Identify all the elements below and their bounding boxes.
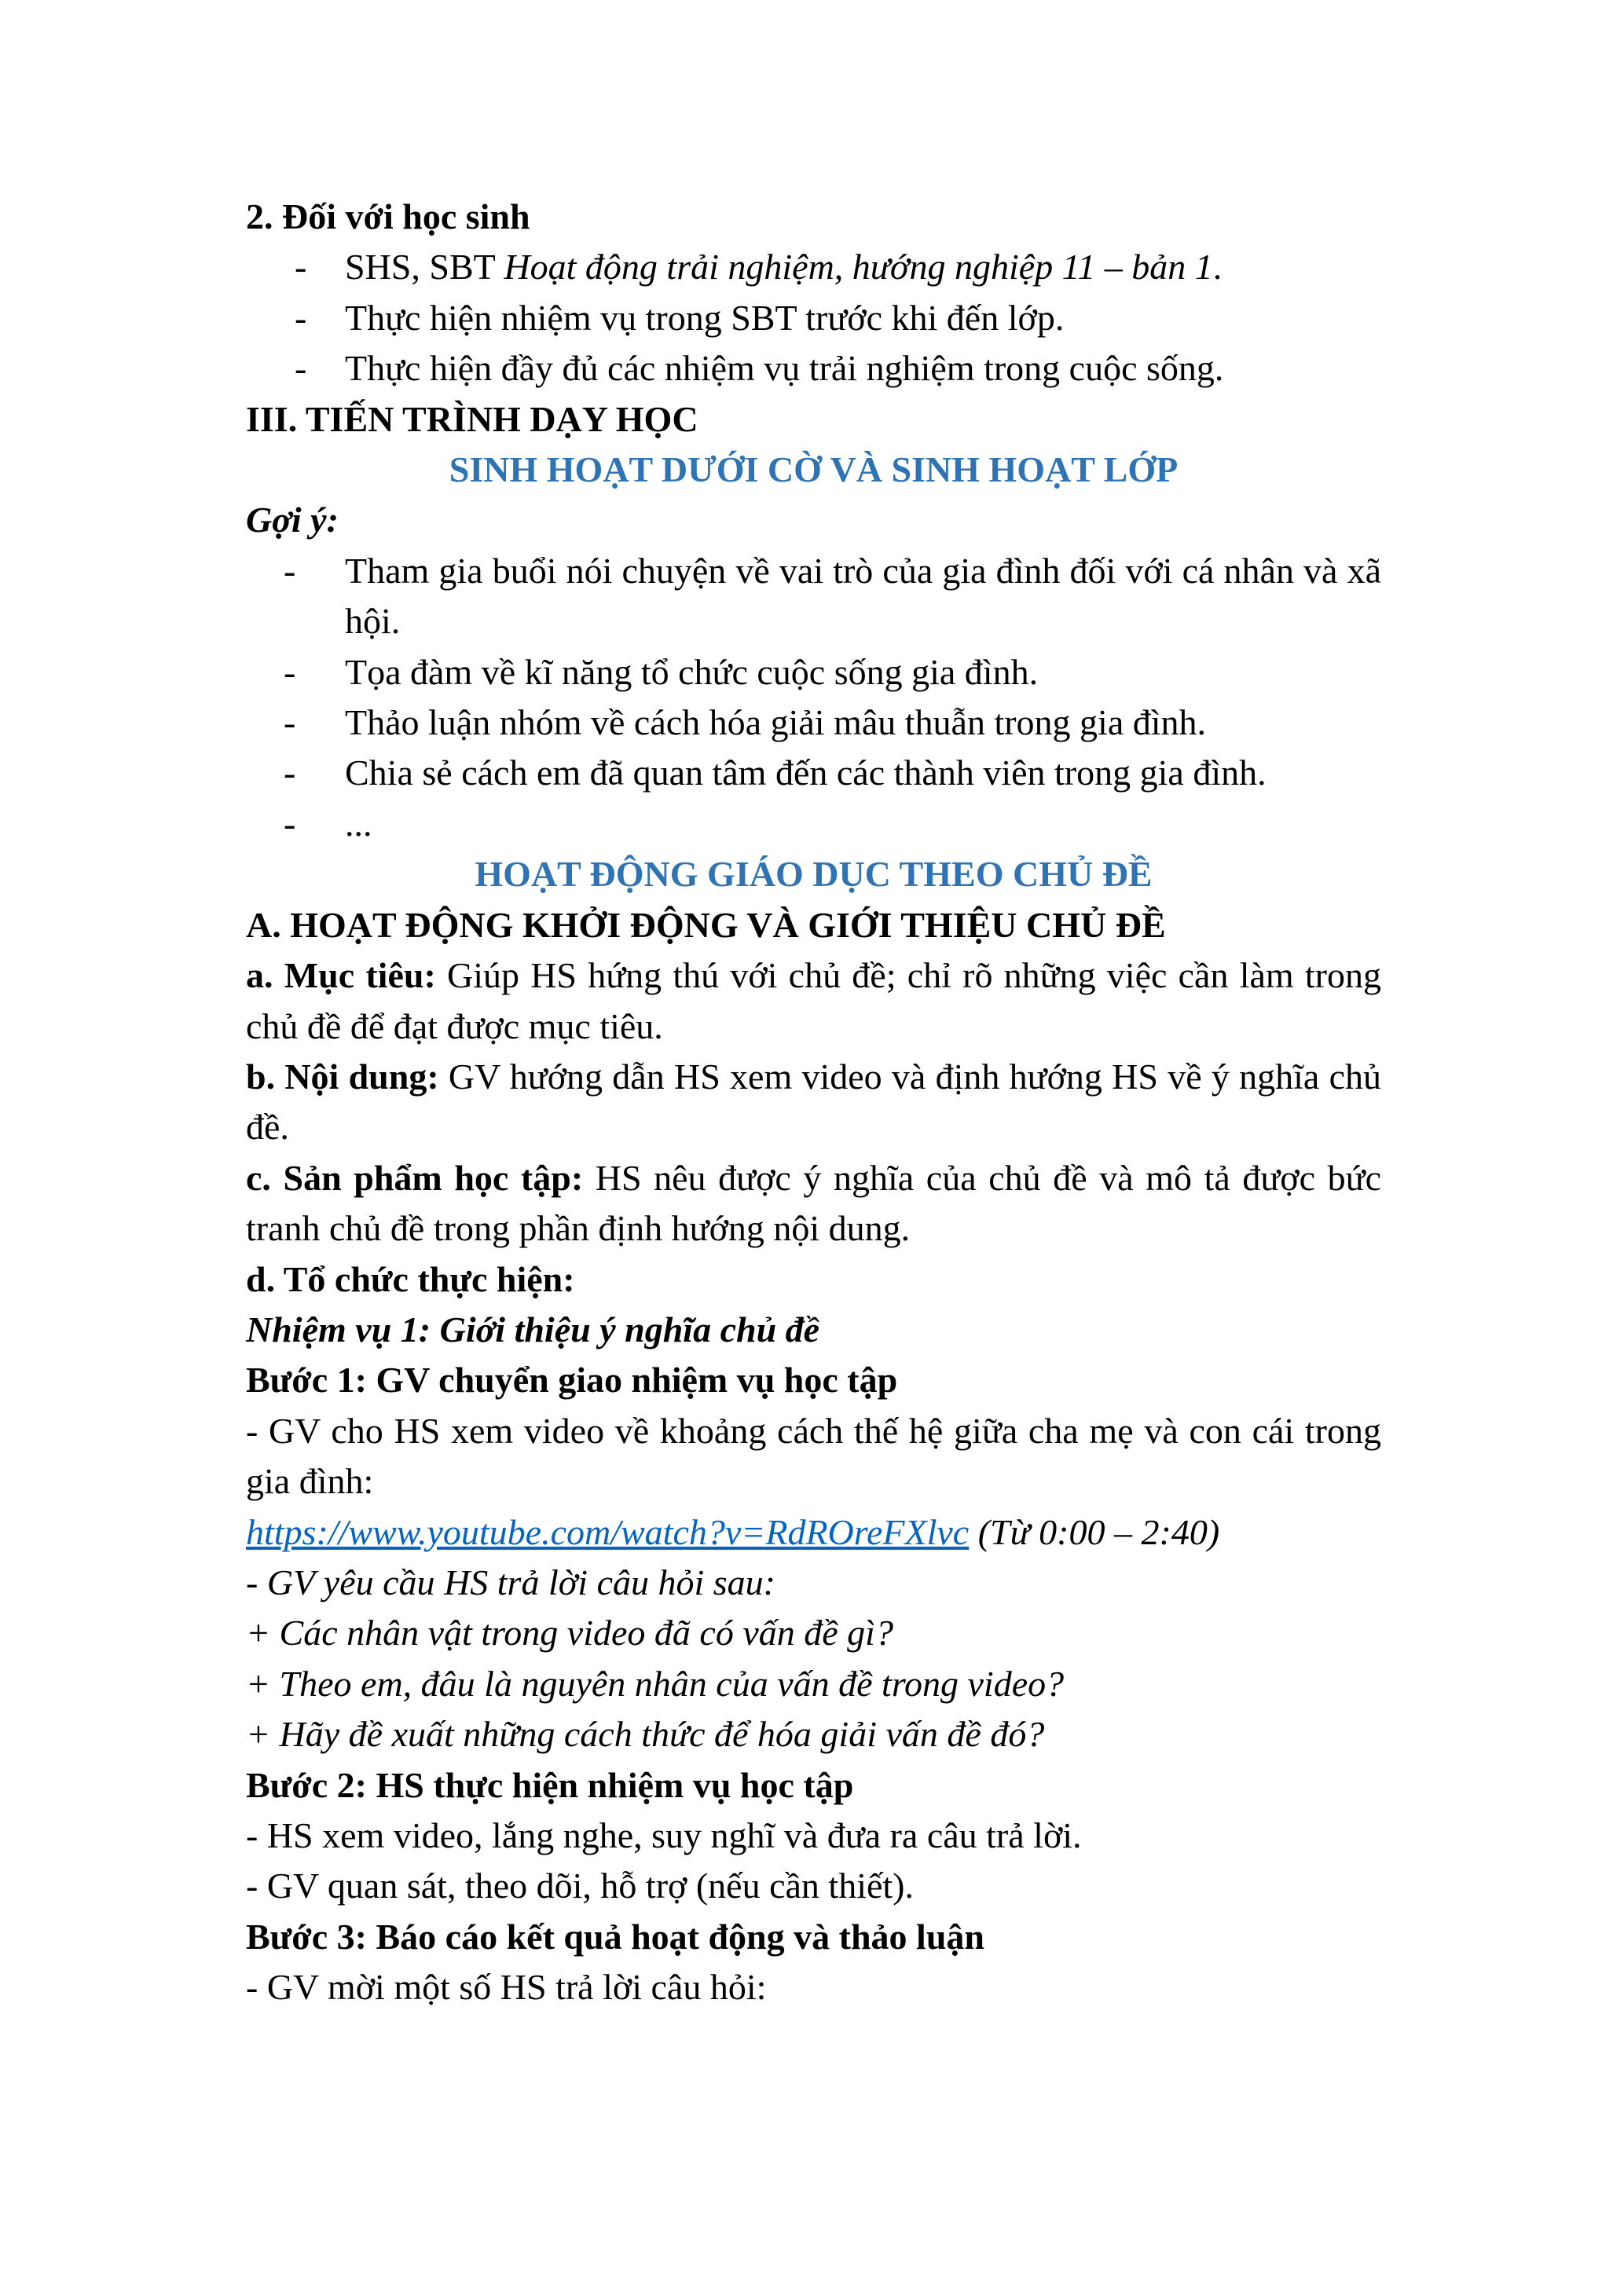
- step1-line: - GV cho HS xem video về khoảng cách thế hệ giữa cha mẹ và con cái trong gia đình:: [246, 1410, 1381, 1502]
- org-label: d. Tổ chức thực hiện:: [246, 1258, 575, 1299]
- product-label: c. Sản phẩm học tập:: [246, 1157, 584, 1198]
- list-item: - ...: [246, 799, 1381, 849]
- question-item: + Theo em, đâu là nguyên nhân của vấn đề trong video?: [246, 1663, 1065, 1704]
- step1-heading: Bước 1: GV chuyển giao nhiệm vụ học tập: [246, 1360, 898, 1401]
- hint-label: Gợi ý:: [246, 500, 339, 540]
- goal-label: a. Mục tiêu:: [246, 955, 436, 996]
- product-paragraph: c. Sản phẩm học tập: HS nêu được ý nghĩa của chủ đề và mô tả được bức tranh chủ đề trong phần định hướng nội dung.: [246, 1157, 1381, 1249]
- content-paragraph: b. Nội dung: GV hướng dẫn HS xem video và định hướng HS về ý nghĩa chủ đề.: [246, 1056, 1381, 1148]
- goal-paragraph: a. Mục tiêu: Giúp HS hứng thú với chủ đề; chỉ rõ những việc cần làm trong chủ đề để đạt được mục tiêu.: [246, 955, 1381, 1046]
- step3-heading: Bước 3: Báo cáo kết quả hoạt động và thảo luận: [246, 1916, 984, 1957]
- step2-heading: Bước 2: HS thực hiện nhiệm vụ học tập: [246, 1764, 854, 1805]
- list-dash: -: [284, 803, 296, 844]
- list-dash: -: [295, 297, 307, 338]
- question-item: + Các nhân vật trong video đã có vấn đề gì?: [246, 1613, 893, 1653]
- process-heading: III. TIẾN TRÌNH DẠY HỌC: [246, 398, 698, 439]
- video-time: (Từ 0:00 – 2:40): [969, 1511, 1220, 1552]
- list-dash: -: [284, 651, 296, 692]
- questions-intro: - GV yêu cầu HS trả lời câu hỏi sau:: [246, 1562, 775, 1602]
- flag-heading: SINH HOẠT DƯỚI CỜ VÀ SINH HOẠT LỚP: [449, 449, 1179, 490]
- list-dash: -: [284, 550, 296, 591]
- step2-line: - HS xem video, lắng nghe, suy nghĩ và đưa ra câu trả lời.: [246, 1815, 1082, 1855]
- step3-line: - GV mời một số HS trả lời câu hỏi:: [246, 1967, 767, 2008]
- list-dash: -: [284, 753, 296, 793]
- topic-heading: HOẠT ĐỘNG GIÁO DỤC THEO CHỦ ĐỀ: [475, 854, 1153, 895]
- list-item: - Tham gia buổi nói chuyện về vai trò của gia đình đối với cá nhân và xã hội.: [246, 546, 1381, 647]
- video-link[interactable]: https://www.youtube.com/watch?v=RdROreFXlvc: [246, 1511, 970, 1552]
- list-item: - Thực hiện đầy đủ các nhiệm vụ trải nghiệm trong cuộc sống.: [246, 343, 1381, 394]
- video-link-line: [246, 1507, 1381, 1558]
- step2-line: - GV quan sát, theo dõi, hỗ trợ (nếu cần thiết).: [246, 1866, 914, 1906]
- list-dash: -: [295, 247, 307, 287]
- students-heading: 2. Đối với học sinh: [246, 196, 530, 236]
- section-a-heading: A. HOẠT ĐỘNG KHỞI ĐỘNG VÀ GIỚI THIỆU CHỦ ĐỀ: [246, 904, 1166, 945]
- list-item: - SHS, SBT Hoạt động trải nghiệm, hướng nghiệp 11 – bản 1.: [246, 242, 1381, 292]
- document-body: [246, 192, 1381, 2013]
- list-item: - Tọa đàm về kĩ năng tổ chức cuộc sống gia đình.: [246, 647, 1381, 698]
- question-item: + Hãy đề xuất những cách thức để hóa giải vấn đề đó?: [246, 1714, 1045, 1755]
- list-dash: -: [284, 702, 296, 743]
- content-label: b. Nội dung:: [246, 1056, 439, 1097]
- list-item: - Thảo luận nhóm về cách hóa giải mâu thuẫn trong gia đình.: [246, 698, 1381, 748]
- list-item: - Chia sẻ cách em đã quan tâm đến các thành viên trong gia đình.: [246, 748, 1381, 798]
- task1-heading: Nhiệm vụ 1: Giới thiệu ý nghĩa chủ đề: [246, 1309, 820, 1349]
- list-dash: -: [295, 348, 307, 389]
- list-item: - Thực hiện nhiệm vụ trong SBT trước khi đến lớp.: [246, 293, 1381, 343]
